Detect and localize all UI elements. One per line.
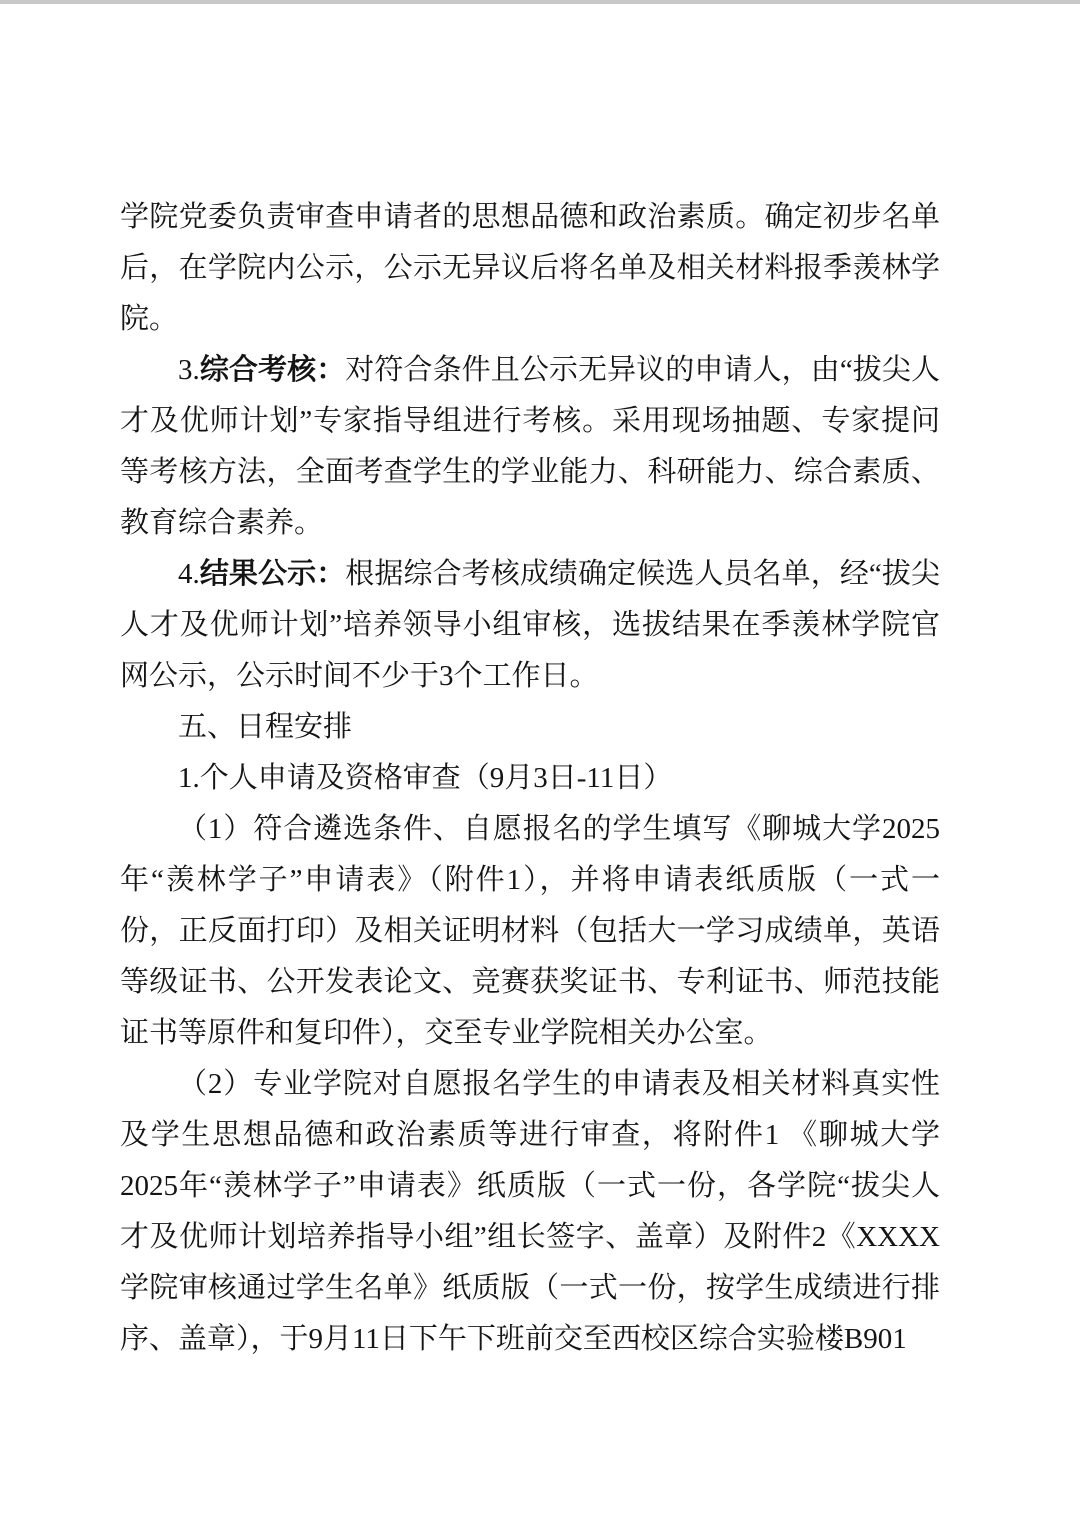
item-4-label: 结果公示：: [199, 558, 346, 590]
item-4-text: 根据综合考核成绩确定候选人员名单，经“拔尖人才及优师计划”培养领导小组审核，选拔结果在季羡林学院官网公示，公示时间不少于3个工作日。: [120, 558, 940, 692]
subsection-heading-application-review: 1.个人申请及资格审查（9月3日-11日）: [178, 762, 673, 794]
document-body: [120, 192, 940, 1365]
page-top-edge: [0, 0, 1080, 4]
paragraph-item-3: [120, 345, 940, 549]
paragraph-item-4: [120, 549, 940, 702]
item-4-number: 4.: [178, 558, 200, 590]
paragraph-step-2: （2）专业学院对自愿报名学生的申请表及相关材料真实性及学生思想品德和政治素质等进行审查，将附件1 《聊城大学2025年“羡林学子”申请表》纸质版（一式一份，各学院“拔尖人才及优师计划培养指导小组”组长签字、盖章）及附件2《XXXX学院审核通过学生名单》纸质版（一式一份，按学生成绩进行排序、盖章），于9月11日下午下班前交至西校区综合实验楼B901: [120, 1068, 940, 1355]
paragraph-step-1: （1）符合遴选条件、自愿报名的学生填写《聊城大学2025年“羡林学子”申请表》（附件1），并将申请表纸质版（一式一份，正反面打印）及相关证明材料（包括大一学习成绩单，英语等级证书、公开发表论文、竞赛获奖证书、专利证书、师范技能证书等原件和复印件），交至专业学院相关办公室。: [120, 813, 940, 1049]
item-3-number: 3.: [178, 354, 200, 386]
section-heading-schedule: 五、日程安排: [178, 711, 353, 743]
item-3-label: 综合考核：: [199, 354, 346, 386]
paragraph-review-continuation: 学院党委负责审查申请者的思想品德和政治素质。确定初步名单后，在学院内公示，公示无异议后将名单及相关材料报季羡林学院。: [120, 201, 940, 335]
item-3-text: 对符合条件且公示无异议的申请人，由“拔尖人才及优师计划”专家指导组进行考核。采用现场抽题、专家提问等考核方法，全面考查学生的学业能力、科研能力、综合素质、教育综合素养。: [120, 354, 940, 539]
